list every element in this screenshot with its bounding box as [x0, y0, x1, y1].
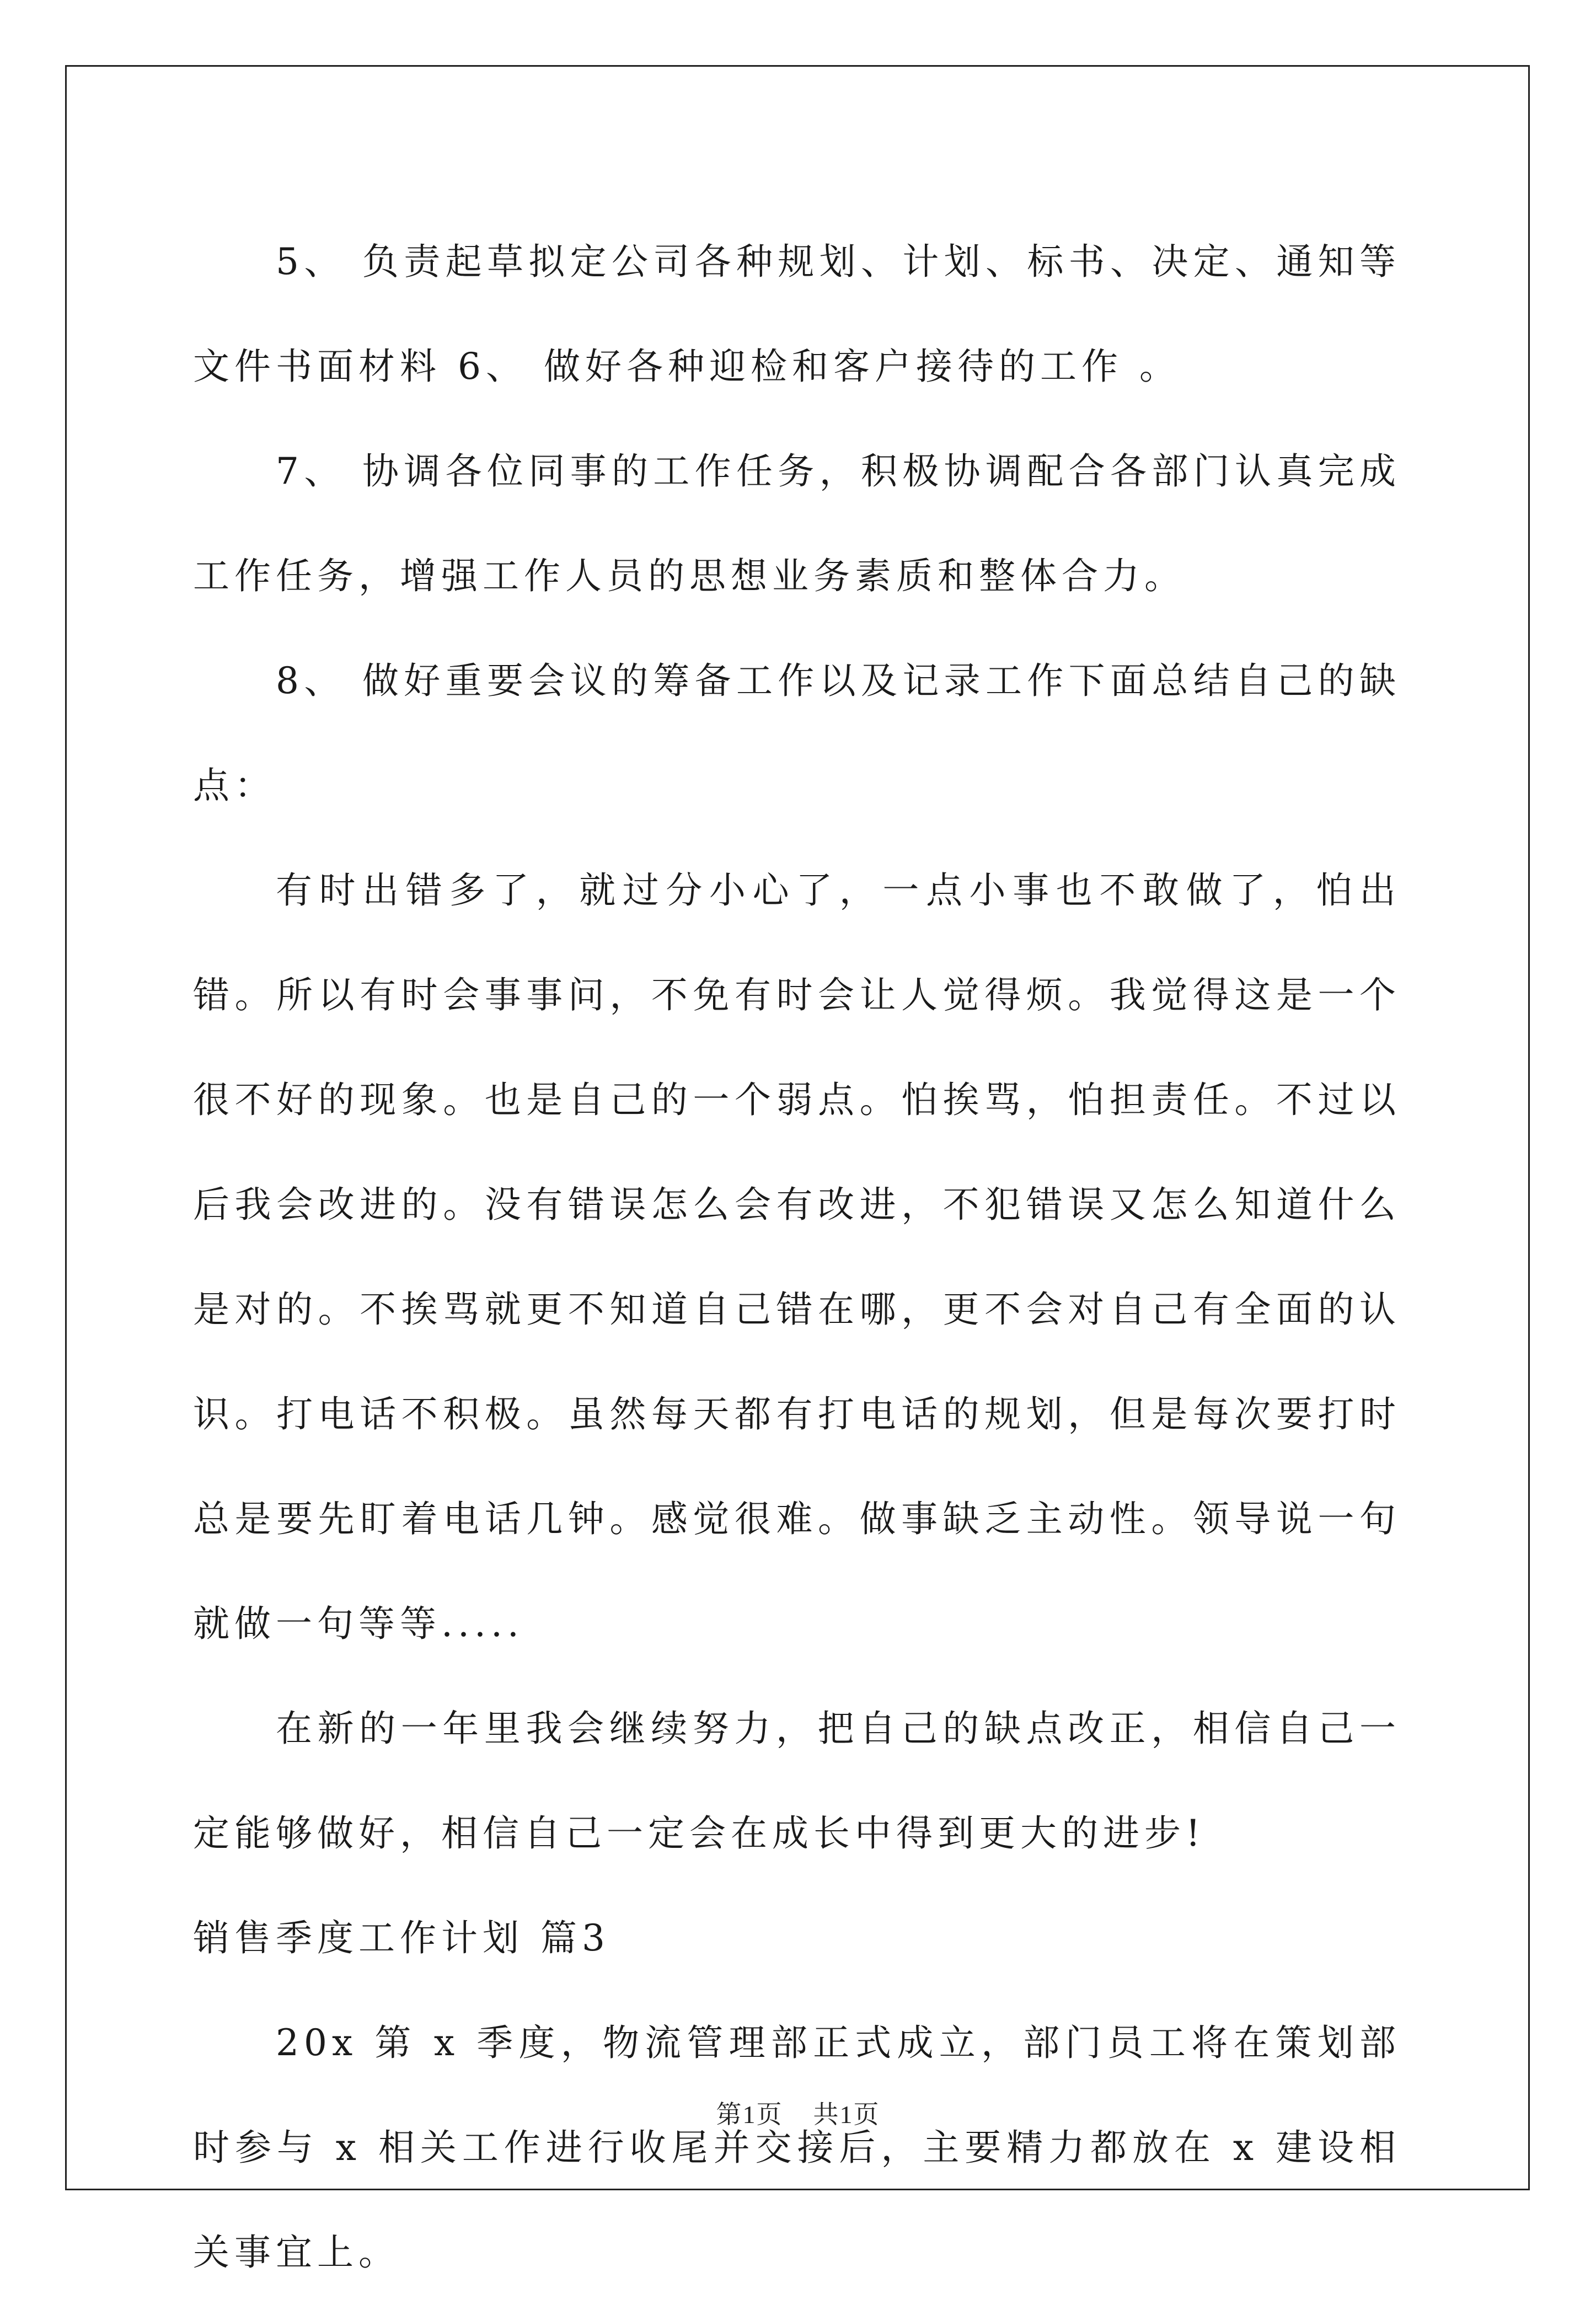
section-heading: 销售季度工作计划 篇3	[193, 1917, 610, 1959]
page-footer	[0, 2094, 1596, 2131]
page-number: 第1页	[716, 2100, 783, 2129]
paragraph-item-7: 7、 协调各位同事的工作任务，积极协调配合各部门认真完成工作任务，增强工作人员的思想业务素质和整体合力。	[193, 450, 1401, 597]
paragraph-item-5-6: 5、 负责起草拟定公司各种规划、计划、标书、决定、通知等文件书面材料 6、 做好各种迎检和客户接待的工作 。	[193, 240, 1401, 388]
paragraph-item-8: 8、 做好重要会议的筹备工作以及记录工作下面总结自己的缺点：	[193, 660, 1401, 807]
document-body	[193, 210, 1401, 2305]
paragraph-logistics: 20x 第 x 季度，物流管理部正式成立，部门员工将在策划部时参与 x 相关工作进行收尾并交接后，主要精力都放在 x 建设相关事宜上。	[193, 2022, 1401, 2274]
paragraph-new-year: 在新的一年里我会继续努力，把自己的缺点改正，相信自己一定能够做好，相信自己一定会在成长中得到更大的进步!	[193, 1707, 1401, 1854]
paragraph-shortcomings: 有时出错多了，就过分小心了，一点小事也不敢做了，怕出错。所以有时会事事问，不免有时会让人觉得烦。我觉得这是一个很不好的现象。也是自己的一个弱点。怕挨骂，怕担责任。不过以后我会改进的。没有错误怎么会有改进，不犯错误又怎么知道什么是对的。不挨骂就更不知道自己错在哪，更不会对自己有全面的认识。打电话不积极。虽然每天都有打电话的规划，但是每次要打时总是要先盯着电话几钟。感觉很难。做事缺乏主动性。领导说一句就做一句等等.....	[193, 869, 1401, 1645]
page-total: 共1页	[813, 2100, 880, 2129]
